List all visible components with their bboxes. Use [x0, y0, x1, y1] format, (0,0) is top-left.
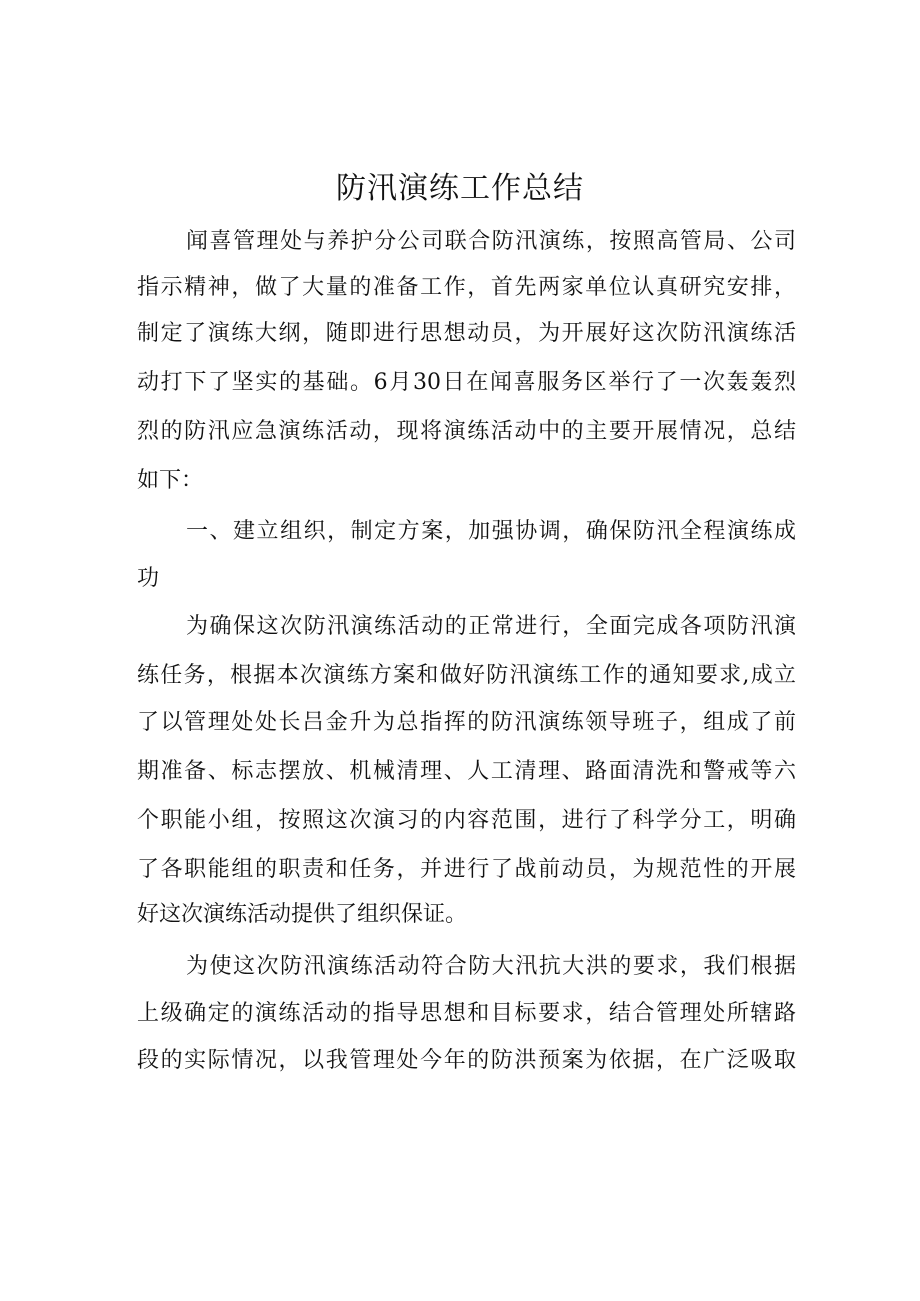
paragraph-3-line-2: 上级确定的演练活动的指导思想和目标要求，结合管理处所辖路: [137, 1001, 796, 1026]
document-title: 防汛演练工作总结: [336, 171, 584, 206]
paragraph-2-line-3: 了以管理处处长吕金升为总指挥的防汛演练领导班子，组成了前: [137, 710, 796, 735]
paragraph-1-line-4: 动打下了坚实的基础。6月30日在闻喜服务区举行了一次轰轰烈: [137, 370, 796, 395]
section-heading-1-line-1: 一、建立组织，制定方案，加强协调，确保防汛全程演练成: [186, 519, 796, 544]
paragraph-2-line-5: 个职能小组，按照这次演习的内容范围，进行了科学分工，明确: [137, 808, 796, 833]
paragraph-2-line-4: 期准备、标志摆放、机械清理、人工清理、路面清洗和警戒等六: [137, 759, 796, 784]
paragraph-1-line-3: 制定了演练大纲，随即进行思想动员，为开展好这次防汛演练活: [137, 321, 796, 346]
paragraph-1-line-2: 指示精神，做了大量的准备工作，首先两家单位认真研究安排，: [137, 275, 796, 300]
paragraph-2-line-7: 好这次演练活动提供了组织保证。: [137, 902, 468, 927]
paragraph-3-line-1: 为使这次防汛演练活动符合防大汛抗大洪的要求，我们根据: [186, 954, 796, 979]
section-heading-1-line-2: 功: [137, 566, 160, 591]
paragraph-1-line-5: 烈的防汛应急演练活动，现将演练活动中的主要开展情况，总结: [137, 419, 796, 444]
paragraph-1-line-1: 闻喜管理处与养护分公司联合防汛演练，按照高管局、公司: [186, 229, 796, 254]
paragraph-2-line-6: 了各职能组的职责和任务，并进行了战前动员，为规范性的开展: [137, 857, 796, 882]
paragraph-1-line-6: 如下：: [137, 468, 204, 493]
paragraph-3-line-3: 段的实际情况，以我管理处今年的防洪预案为依据，在广泛吸取: [137, 1048, 796, 1073]
paragraph-2-line-1: 为确保这次防汛演练活动的正常进行，全面完成各项防汛演: [186, 614, 796, 639]
paragraph-2-line-2: 练任务，根据本次演练方案和做好防汛演练工作的通知要求,成立: [137, 663, 796, 688]
